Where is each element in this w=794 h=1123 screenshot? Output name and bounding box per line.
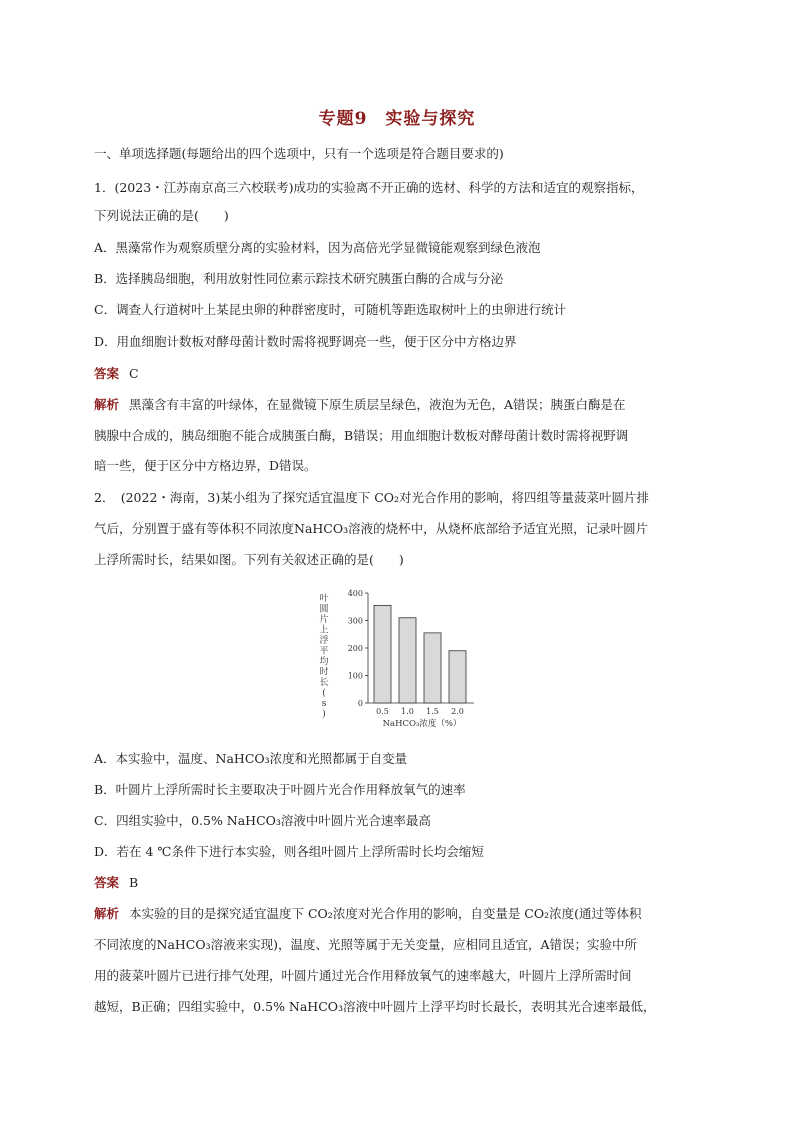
- answer-value: B: [129, 875, 139, 890]
- x-tick-label: 2.0: [451, 707, 464, 716]
- y-tick-label: 300: [347, 616, 363, 626]
- q2-analysis-line4: 越短，B正确；四组实验中，0.5% NaHCO₃溶液中叶圆片上浮平均时长最长，表明其光合速率最低，: [94, 999, 656, 1014]
- q2-stem-line3: 上浮所需时长，结果如图。下列有关叙述正确的是( ): [94, 552, 404, 567]
- y-tick-label: 0: [357, 699, 363, 708]
- q1-analysis-line1: [94, 397, 626, 413]
- y-tick-label: 100: [347, 671, 363, 681]
- page-title: 专题9 实验与探究: [318, 109, 476, 129]
- y-axis-label-char: (: [322, 688, 326, 699]
- answer-label: 答案: [94, 366, 120, 381]
- q1-stem-line2: 下列说法正确的是( ): [94, 208, 229, 223]
- analysis-label: 解析: [94, 397, 120, 412]
- q2-analysis-line1: [94, 906, 642, 922]
- q2-stem-line1: 2． (2022・海南，3)某小组为了探究适宜温度下 CO₂对光合作用的影响，将四组等量菠菜叶圆片排: [94, 490, 650, 505]
- analysis-label: 解析: [94, 906, 120, 921]
- y-axis-label-char: 上: [319, 625, 329, 636]
- q2-option-b: B．叶圆片上浮所需时长主要取决于叶圆片光合作用释放氧气的速率: [94, 782, 466, 797]
- analysis-text: 本实验的目的是探究适宜温度下 CO₂浓度对光合作用的影响，自变量是 CO₂浓度(通过等体积: [129, 906, 642, 921]
- q1-analysis-line2: 胰腺中合成的，胰岛细胞不能合成胰蛋白酶，B错误；用血细胞计数板对酵母菌计数时需将视野调: [94, 428, 629, 443]
- bar: [399, 618, 416, 703]
- bar-chart: [310, 585, 490, 730]
- analysis-text: 黑藻含有丰富的叶绿体，在显微镜下原生质层呈绿色，液泡为无色，A错误；胰蛋白酶是在: [129, 397, 626, 412]
- y-axis-label-char: 圆: [319, 604, 329, 615]
- y-axis-label-char: 平: [319, 646, 329, 657]
- q2-option-c: C．四组实验中，0.5% NaHCO₃溶液中叶圆片光合速率最高: [94, 813, 431, 828]
- y-axis-label-char: 时: [319, 667, 329, 678]
- q2-stem-line2: 气后，分别置于盛有等体积不同浓度NaHCO₃溶液的烧杯中，从烧杯底部给予适宜光照，记录叶圆片: [94, 521, 649, 536]
- q1-option-c: C．调查人行道树叶上某昆虫卵的种群密度时，可随机等距选取树叶上的虫卵进行统计: [94, 302, 567, 317]
- q2-answer: [94, 875, 138, 891]
- q2-analysis-line3: 用的菠菜叶圆片已进行排气处理，叶圆片通过光合作用释放氧气的速率越大，叶圆片上浮所需时间: [94, 968, 632, 983]
- x-tick-label: 0.5: [376, 707, 389, 716]
- x-tick-label: 1.5: [426, 707, 439, 716]
- q2-analysis-line2: 不同浓度的NaHCO₃溶液来实现)，温度、光照等属于无关变量，应相同且适宜，A错误；实验中所: [94, 937, 638, 952]
- bar: [449, 651, 466, 703]
- answer-label: 答案: [94, 875, 120, 890]
- q1-stem-line1: 1．(2023・江苏南京高三六校联考)成功的实验离不开正确的选材、科学的方法和适宜的观察指标，: [94, 180, 644, 195]
- q1-analysis-line3: 暗一些，便于区分中方格边界，D错误。: [94, 458, 317, 473]
- bar: [374, 605, 391, 703]
- y-axis-label-char: ): [322, 709, 326, 720]
- q2-option-d: D．若在 4 ℃条件下进行本实验，则各组叶圆片上浮所需时长均会缩短: [94, 844, 484, 859]
- y-tick-label: 200: [347, 644, 363, 653]
- y-axis-label-char: 均: [319, 657, 329, 667]
- answer-value: C: [129, 366, 139, 381]
- y-axis-label-char: s: [321, 699, 327, 709]
- section-heading: 一、单项选择题(每题给出的四个选项中，只有一个选项是符合题目要求的): [94, 146, 504, 161]
- y-axis-label-char: 浮: [319, 636, 329, 646]
- y-axis-label-char: 叶: [319, 594, 329, 604]
- bar: [424, 633, 441, 703]
- y-tick-label: 400: [347, 589, 363, 598]
- x-tick-label: 1.0: [401, 707, 414, 716]
- q1-answer: [94, 366, 139, 382]
- q2-option-a: A．本实验中，温度、NaHCO₃浓度和光照都属于自变量: [94, 751, 408, 766]
- y-axis-label-char: 长: [319, 678, 329, 688]
- q1-option-d: D．用血细胞计数板对酵母菌计数时需将视野调亮一些，便于区分中方格边界: [94, 334, 517, 349]
- y-axis-label-char: 片: [319, 615, 329, 625]
- q1-option-a: A．黑藻常作为观察质壁分离的实验材料，因为高倍光学显微镜能观察到绿色液泡: [94, 240, 541, 255]
- q1-option-b: B．选择胰岛细胞，利用放射性同位素示踪技术研究胰蛋白酶的合成与分泌: [94, 271, 504, 286]
- x-axis-label: NaHCO₃浓度（%）: [382, 719, 462, 729]
